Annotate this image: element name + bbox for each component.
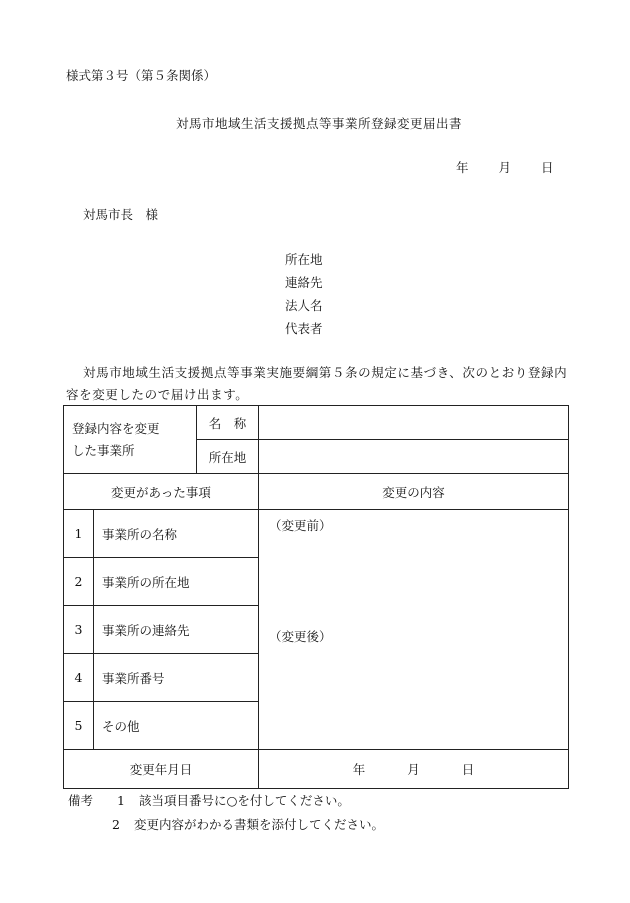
form-number: 様式第３号（第５条関係） (66, 68, 217, 83)
date-month: 月 (498, 160, 512, 175)
body-text: 対馬市地域生活支援拠点等事業実施要綱第５条の規定に基づき、次のとおり登録内容を変更したので届け出ます。 (66, 365, 568, 402)
after-label: （変更後） (269, 629, 332, 644)
document-title: 対馬市地域生活支援拠点等事業所登録変更届出書 (175, 116, 462, 131)
remarks-label: 備考 (68, 793, 94, 808)
before-label: （変更前） (269, 518, 332, 533)
item-number[interactable]: 1 (64, 510, 94, 558)
item-label: 事業所の所在地 (94, 558, 259, 606)
item-label: その他 (94, 702, 259, 750)
item-number[interactable]: 2 (64, 558, 94, 606)
name-label: 名 称 (197, 406, 259, 440)
office-name-field[interactable] (259, 406, 569, 440)
item-number[interactable]: 3 (64, 606, 94, 654)
item-number[interactable]: 4 (64, 654, 94, 702)
location-label: 所在地 (197, 440, 259, 474)
office-label-cell (64, 406, 197, 474)
date-day: 日 (541, 160, 554, 175)
change-date-field[interactable] (259, 750, 569, 789)
remark-number: 2 (112, 817, 120, 832)
remark-text: 該当項目番号に○を付してください。 (138, 793, 350, 808)
change-date-day: 日 (461, 762, 475, 777)
addressee: 対馬市長 様 (83, 207, 159, 222)
remark-number: 1 (117, 793, 125, 808)
remarks-line-2 (112, 815, 384, 833)
changed-items-header: 変更があった事項 (64, 474, 259, 510)
change-date-year: 年 (352, 762, 366, 777)
applicant-location-label: 所在地 (285, 252, 323, 267)
item-number[interactable]: 5 (64, 702, 94, 750)
remark-text: 変更内容がわかる書類を添付してください。 (133, 817, 384, 832)
submission-date (456, 158, 554, 176)
office-label: 登録内容を変更した事業所 (72, 420, 160, 458)
change-details-header: 変更の内容 (259, 474, 569, 510)
change-form-table (63, 405, 569, 789)
applicant-contact-label: 連絡先 (285, 275, 323, 290)
change-date-month: 月 (407, 762, 420, 777)
office-location-field[interactable] (259, 440, 569, 474)
date-year: 年 (456, 160, 469, 175)
change-details-field[interactable] (259, 510, 569, 750)
applicant-corporation-label: 法人名 (285, 298, 323, 313)
item-label: 事業所番号 (94, 654, 259, 702)
item-label: 事業所の名称 (94, 510, 259, 558)
change-date-label: 変更年月日 (64, 750, 259, 789)
remarks-line-1 (68, 791, 350, 809)
item-label: 事業所の連絡先 (94, 606, 259, 654)
applicant-representative-label: 代表者 (285, 321, 323, 336)
